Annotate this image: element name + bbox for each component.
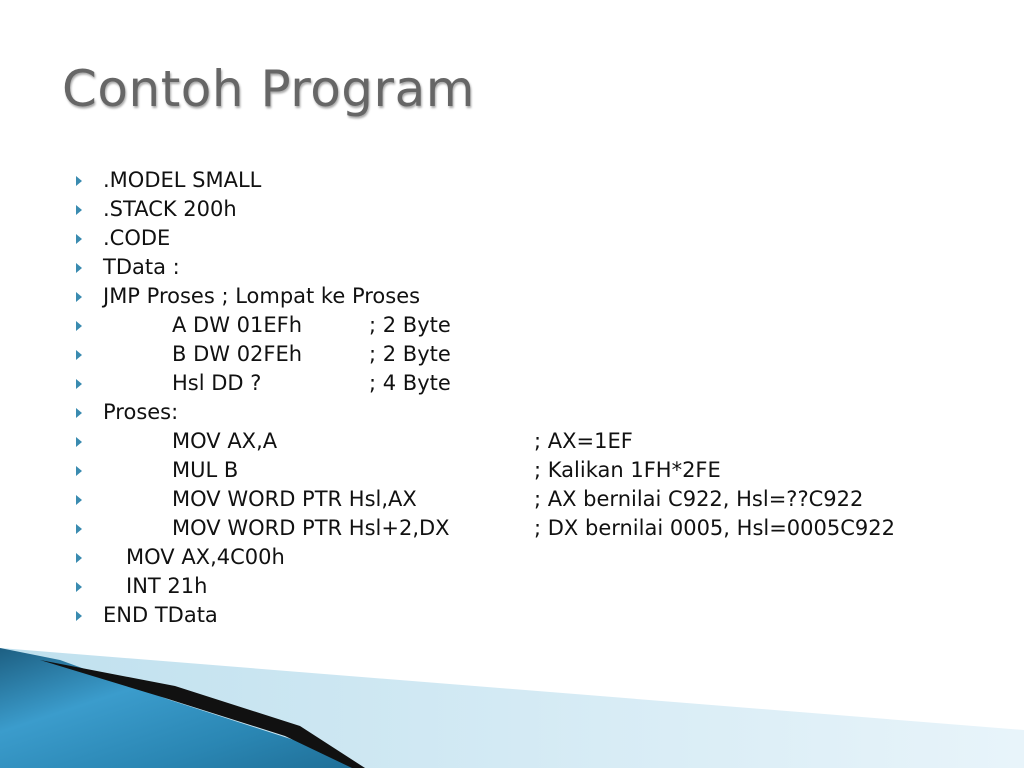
code-text: A DW 01EFh [172,313,303,337]
code-text: MOV AX,4C00h [126,545,285,569]
code-text: MOV WORD PTR Hsl,AX [172,487,417,511]
code-text: END TData [103,603,218,627]
code-text: .STACK 200h [103,197,237,221]
code-text: INT 21h [126,574,208,598]
code-comment: ; Kalikan 1FH*2FE [534,458,721,482]
code-text: TData : [103,255,180,279]
code-text: JMP Proses ; Lompat ke Proses [103,284,421,308]
code-text: MUL B [172,458,239,482]
code-text: .CODE [103,226,171,250]
code-text: MOV WORD PTR Hsl+2,DX [172,516,450,540]
slide-title: Contoh Program [62,60,475,118]
code-text: B DW 02FEh [172,342,303,366]
code-comment: ; AX=1EF [534,429,633,453]
code-comment: ; 2 Byte [369,313,451,337]
code-comment: ; DX bernilai 0005, Hsl=0005C922 [534,516,895,540]
code-text: .MODEL SMALL [103,168,262,192]
code-comment: ; 4 Byte [369,371,451,395]
code-text: MOV AX,A [172,429,278,453]
code-comment: ; 2 Byte [369,342,451,366]
code-text: Proses: [103,400,179,424]
code-comment: ; AX bernilai C922, Hsl=??C922 [534,487,864,511]
code-text: Hsl DD ? [172,371,262,395]
